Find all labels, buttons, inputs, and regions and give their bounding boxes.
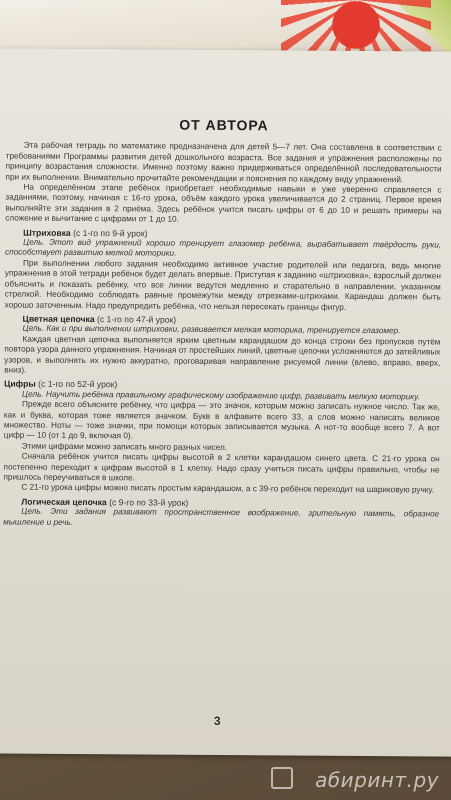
section-paragraph: Каждая цветная цепочка выполняется ярким цветным карандашом до конца строки без пропусков путём повтора узора данного упражнения. Начиная от простейших линий, цветные цепочки усложняются до затейливых узоров, и выполнять их нужно аккуратно, проговаривая направление рисуемой линии (влево, вправо, вверх, вниз). [4,334,441,375]
intro-paragraph: Эта рабочая тетрадь по математике предназначена для детей 5—7 лет. Она составлена в соответствии с требованиями Программы развития детей дошкольного возраста. Все задания и упражнения расположены по принципу возрастания сложности. Именно поэтому важно придерживаться определённой последовательности при их выполнении. Внимательно прочитайте рекомендации и пояснения по каждому виду упражнений. [5,140,442,184]
watermark-text: абиринт.ру [315,768,439,792]
section-paragraph: Этими цифрами можно записать много разных чисел. [21,441,228,452]
section-paragraph: Цель. Как и при выполнении штриховки, развивается мелкая моторика, тренируется глазомер. [22,323,401,336]
section-shtrikhovka [5,227,442,313]
section-tsvetnaya-tsepochka [4,313,440,378]
section-heading: Цифры (с 1-го по 52-й урок) [4,378,118,390]
section-paragraph: С 21-го урока цифры можно писать простым карандашом, а с 39-го ребёнок переходит на шариковую ручку. [21,482,434,495]
intro-paragraph: На определённом этапе ребёнок приобретает необходимые навыки и уже уверенно справляется с заданиями, поэтому, начиная с 16-го урока, объём каждого урока увеличивается до 2 страниц. Первое время выполняйте эти задания в 2 приёма. Здесь ребёнок учится писать цифры от 6 до 10 и решать примеры на сложение и вычитание с цифрами от 1 до 10. [5,182,442,224]
section-paragraph: Прежде всего объясните ребёнку, что цифра — это значок, которым можно записать нужное число. Так же, как и буква, которая тоже является значком. Букв в алфавите всего 33, а слов можно написать великое множество. Ноты — тоже значки, при помощи которых записывается музыка. А нот-то вообще всего 7. А вот цифр — 10 (от 1 до 9, включая 0). [3,399,441,441]
page-number: 3 [213,713,221,728]
section-paragraph: Цель. Эти задания развивают пространственное воображение, зрительную память, образное мышление и речь. [3,506,440,527]
section-logicheskaya-tsepochka [3,496,439,530]
section-paragraph: Цель. Этот вид упражнений хорошо тренирует глазомер ребёнка, вырабатывает твёрдость руки, способствует развитию мелкой моторики. [5,237,442,259]
section-heading: Цветная цепочка (с 1-го по 47-й урок) [22,313,177,325]
section-tsifry [3,379,440,497]
page-title: ОТ АВТОРА [179,116,269,134]
section-paragraph: При выполнении любого задания необходимо активное участие родителей или педагога, ведь многие упражнения в этой тетради ребёнок будет делать впервые. Приступая к заданию «штриховка», взрослый должен объяснить и показать ребёнку, что все линии ведутся медленно и старательно в направлении, указанном стрелкой. Необходимо соблюдать равные промежутки между отрезками-штрихами. Карандаш должен быть хорошо заточенным. Надо предупредить ребёнка, что нельзя пересекать границы фигур. [4,258,441,312]
section-heading: Логическая цепочка (с 9-го по 33-й урок) [21,496,189,508]
section-heading: Штриховка (с 1-го по 9-й урок) [23,227,148,239]
section-paragraph: Сначала ребёнок учится писать цифры высотой в 2 клетки карандашом синего цвета. С 21-го урока он постепенно переходит к цифрам высотой в 1 клетку. Надо сразу учиться писать цифры правильно, чтобы не пришлось переучиваться в школе. [3,451,440,483]
section-paragraph: Цель. Научить ребёнка правильному графическому изображению цифр, развивать мелкую моторику. [22,389,421,402]
page-content [3,118,442,530]
labirint-logo-icon [271,767,293,789]
book-page [0,48,451,756]
